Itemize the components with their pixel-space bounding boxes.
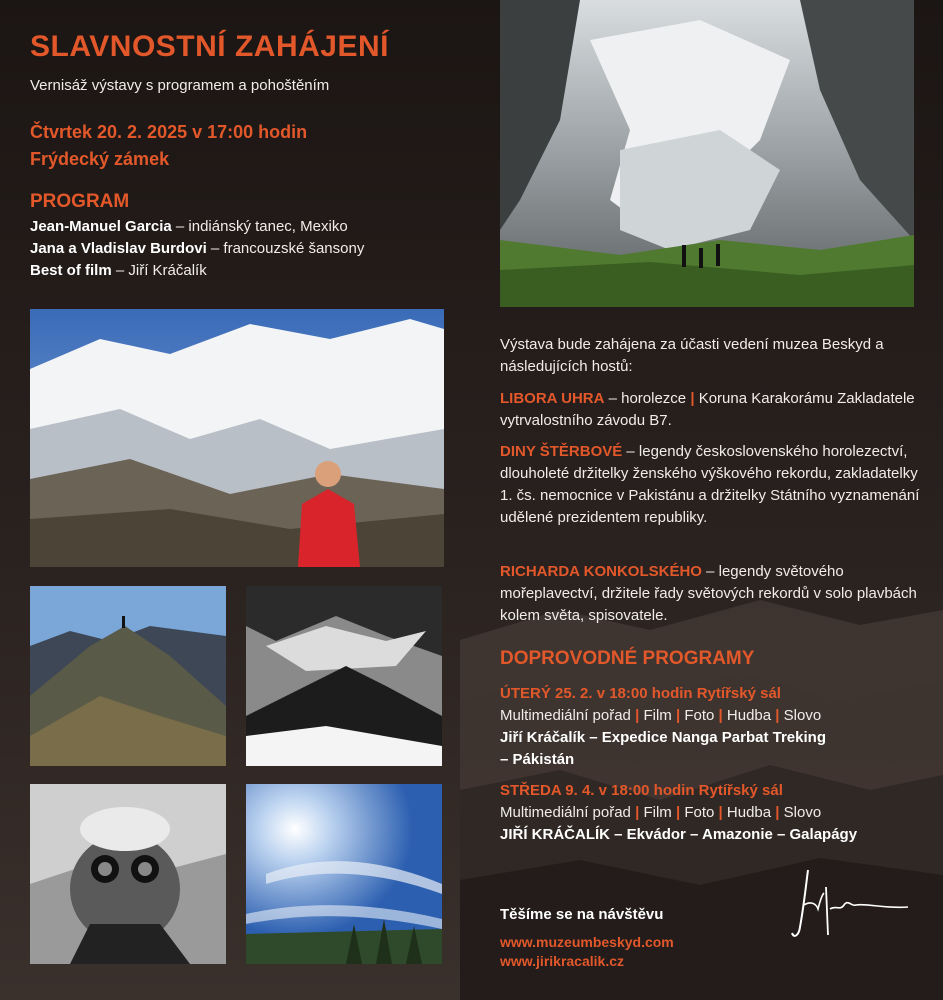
signature bbox=[790, 865, 915, 950]
separator: | bbox=[771, 707, 784, 724]
event-tags bbox=[500, 802, 930, 824]
performer-desc: – francouzské šansony bbox=[206, 240, 365, 257]
page-title: SLAVNOSTNÍ ZAHÁJENÍ bbox=[30, 30, 389, 63]
guest-entry bbox=[500, 561, 920, 627]
program-list bbox=[30, 216, 364, 282]
separator: | bbox=[714, 707, 727, 724]
guest-desc: – legendy světového mořeplavectví, držitele řady světových rekordů v solo plavbách kolem světa, spisovatele. bbox=[500, 563, 917, 624]
event-entry bbox=[500, 683, 930, 771]
tag: Multimediální pořad bbox=[500, 707, 631, 724]
event-heading: STŘEDA 9. 4. v 18:00 hodin Rytířský sál bbox=[500, 782, 783, 799]
program-item bbox=[30, 260, 364, 282]
program-heading: PROGRAM bbox=[30, 191, 130, 212]
venue-line: Frýdecký zámek bbox=[30, 149, 170, 169]
mountain-portrait-photo bbox=[30, 309, 444, 567]
goggles-portrait-photo bbox=[30, 784, 226, 964]
event-heading: ÚTERÝ 25. 2. v 18:00 hodin Rytířský sál bbox=[500, 685, 781, 702]
event-title: Jiří Kráčalík – Expedice Nanga Parbat Treking – Pákistán bbox=[500, 729, 826, 768]
performer-desc: – indiánský tanec, Mexiko bbox=[171, 218, 348, 235]
tag: Film bbox=[643, 804, 672, 821]
glacier-hikers-photo bbox=[500, 0, 914, 307]
program-item bbox=[30, 238, 364, 260]
event-tags bbox=[500, 705, 930, 727]
guest-entry bbox=[500, 388, 920, 432]
separator: | bbox=[671, 707, 685, 724]
guest-desc: – horolezce bbox=[604, 390, 691, 407]
bw-peak-photo bbox=[246, 586, 442, 766]
ridge-summit-photo bbox=[30, 586, 226, 766]
author-link[interactable]: www.jirikracalik.cz bbox=[500, 953, 624, 969]
guest-name: DINY ŠTĚRBOVÉ bbox=[500, 443, 623, 460]
tag: Foto bbox=[684, 707, 715, 724]
separator: | bbox=[671, 804, 685, 821]
guest-desc: – legendy československého horolezectví, dlouholeté držitelky ženského výškového rekordu, zakladatelky 1. čs. nemocnice v Pakistánu a držitelky Státního vyznamenání udělené prezidentem republiky. bbox=[500, 443, 920, 526]
program-item bbox=[30, 216, 364, 238]
programs-heading: DOPROVODNÉ PROGRAMY bbox=[500, 648, 755, 669]
event-entry bbox=[500, 780, 930, 846]
guest-name: LIBORA UHRA bbox=[500, 390, 605, 407]
event-date bbox=[30, 119, 307, 173]
tag: Hudba bbox=[726, 804, 772, 821]
tag: Slovo bbox=[783, 707, 822, 724]
date-line: Čtvrtek 20. 2. 2025 v 17:00 hodin bbox=[30, 122, 308, 142]
museum-link[interactable]: www.muzeumbeskyd.com bbox=[500, 934, 674, 950]
tag: Multimediální pořad bbox=[500, 804, 631, 821]
tag: Hudba bbox=[726, 707, 772, 724]
guest-desc: Koruna Karakorámu Zakladatele vytrvalostního závodu B7. bbox=[500, 390, 915, 429]
separator: | bbox=[714, 804, 727, 821]
tag: Slovo bbox=[783, 804, 822, 821]
separator: | bbox=[630, 707, 644, 724]
performer-desc: – Jiří Kráčalík bbox=[111, 262, 207, 279]
intro-text: Výstava bude zahájena za účasti vedení muzea Beskyd a následujících hostů: bbox=[500, 336, 884, 375]
guest-entry bbox=[500, 441, 920, 529]
separator: | bbox=[771, 804, 784, 821]
thanks-text: Těšíme se na návštěvu bbox=[500, 906, 664, 923]
performer-name: Jean-Manuel Garcia bbox=[30, 218, 172, 235]
tag: Foto bbox=[684, 804, 715, 821]
separator: | bbox=[690, 390, 695, 407]
event-title: JIŘÍ KRÁČALÍK – Ekvádor – Amazonie – Galapágy bbox=[500, 826, 858, 843]
guest-name: RICHARDA KONKOLSKÉHO bbox=[500, 563, 702, 580]
performer-name: Best of film bbox=[30, 262, 112, 279]
tag: Film bbox=[643, 707, 672, 724]
performer-name: Jana a Vladislav Burdovi bbox=[30, 240, 207, 257]
sky-forest-photo bbox=[246, 784, 442, 964]
subtitle: Vernisáž výstavy s programem a pohoštěním bbox=[30, 77, 330, 94]
separator: | bbox=[630, 804, 644, 821]
